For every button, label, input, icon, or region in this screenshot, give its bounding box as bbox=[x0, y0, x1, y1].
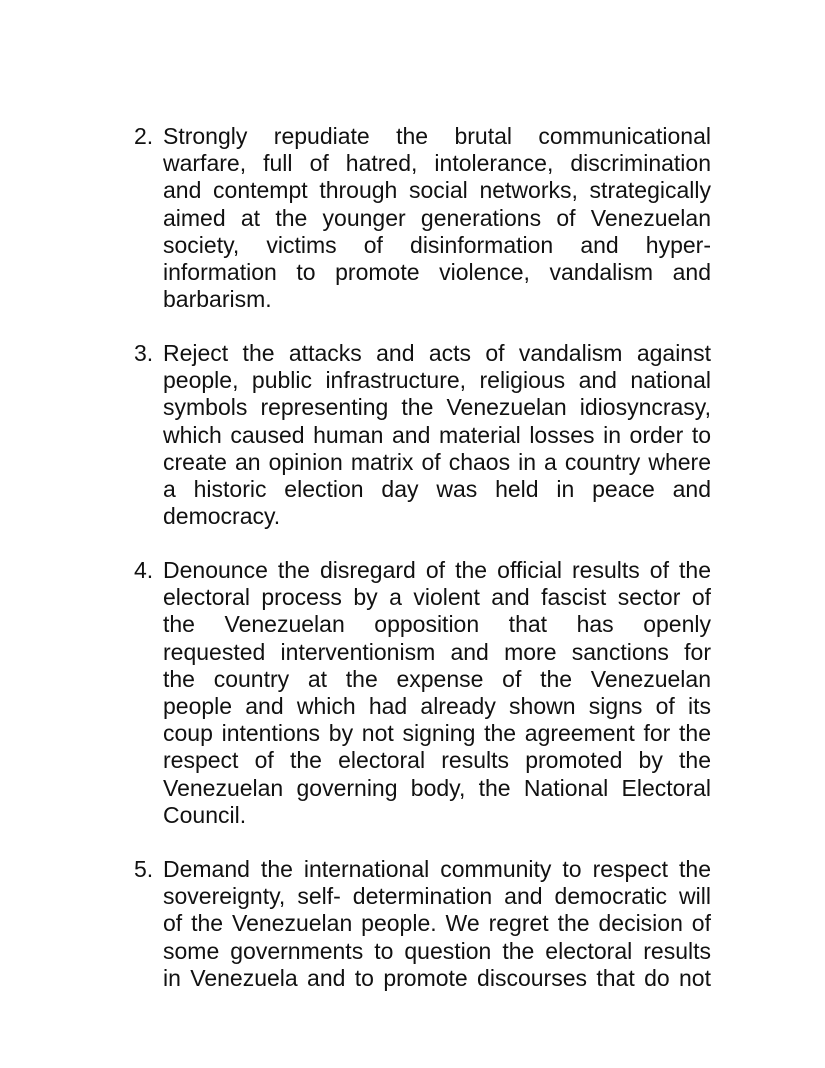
text-line: Reject the attacks and acts of vandalism against bbox=[163, 340, 711, 366]
text-line: aimed at the younger generations of Venezuelan bbox=[163, 204, 711, 231]
text-line: the country at the expense of the Venezuelan bbox=[163, 665, 711, 692]
text-line: the Venezuelan opposition that has openly bbox=[163, 611, 711, 638]
text-line: which caused human and material losses in order to bbox=[163, 421, 711, 448]
text-line: some governments to question the electoral results bbox=[163, 937, 711, 964]
text-line: Venezuelan governing body, the National Electoral bbox=[163, 774, 711, 801]
item-text bbox=[163, 340, 711, 530]
item-text bbox=[163, 557, 711, 829]
text-line: coup intentions by not signing the agreement for the bbox=[163, 720, 711, 747]
text-line: people, public infrastructure, religious and national bbox=[163, 367, 711, 394]
item-text bbox=[163, 123, 711, 313]
item-number: 3. bbox=[134, 340, 154, 366]
item-number: 4. bbox=[134, 557, 154, 583]
text-line: of the Venezuelan people. We regret the decision of bbox=[163, 910, 711, 937]
item-number: 2. bbox=[134, 123, 154, 149]
text-line: requested interventionism and more sanctions for bbox=[163, 638, 711, 665]
text-line: Council. bbox=[163, 801, 247, 828]
text-line: in Venezuela and to promote discourses that do not bbox=[163, 964, 711, 991]
text-line: warfare, full of hatred, intolerance, discrimination bbox=[163, 150, 711, 177]
text-line: sovereignty, self- determination and democratic will bbox=[163, 883, 711, 910]
item-number: 5. bbox=[134, 856, 154, 882]
text-line: respect of the electoral results promoted by the bbox=[163, 747, 711, 774]
text-line: democracy. bbox=[163, 503, 281, 530]
text-line: Strongly repudiate the brutal communicational bbox=[163, 123, 711, 149]
text-line: a historic election day was held in peace and bbox=[163, 475, 711, 502]
text-line: create an opinion matrix of chaos in a country where bbox=[163, 448, 711, 475]
text-line: people and which had already shown signs of its bbox=[163, 692, 711, 719]
text-line: society, victims of disinformation and hyper- bbox=[163, 231, 711, 258]
text-line: Demand the international community to respect the bbox=[163, 856, 711, 882]
text-line: symbols representing the Venezuelan idiosyncrasy, bbox=[163, 394, 711, 421]
item-text bbox=[163, 856, 711, 992]
text-line: electoral process by a violent and fascist sector of bbox=[163, 584, 711, 611]
text-line: information to promote violence, vandalism and bbox=[163, 258, 711, 285]
text-line: Denounce the disregard of the official results of the bbox=[163, 557, 711, 583]
text-line: and contempt through social networks, strategically bbox=[163, 177, 711, 204]
text-line: barbarism. bbox=[163, 286, 272, 313]
